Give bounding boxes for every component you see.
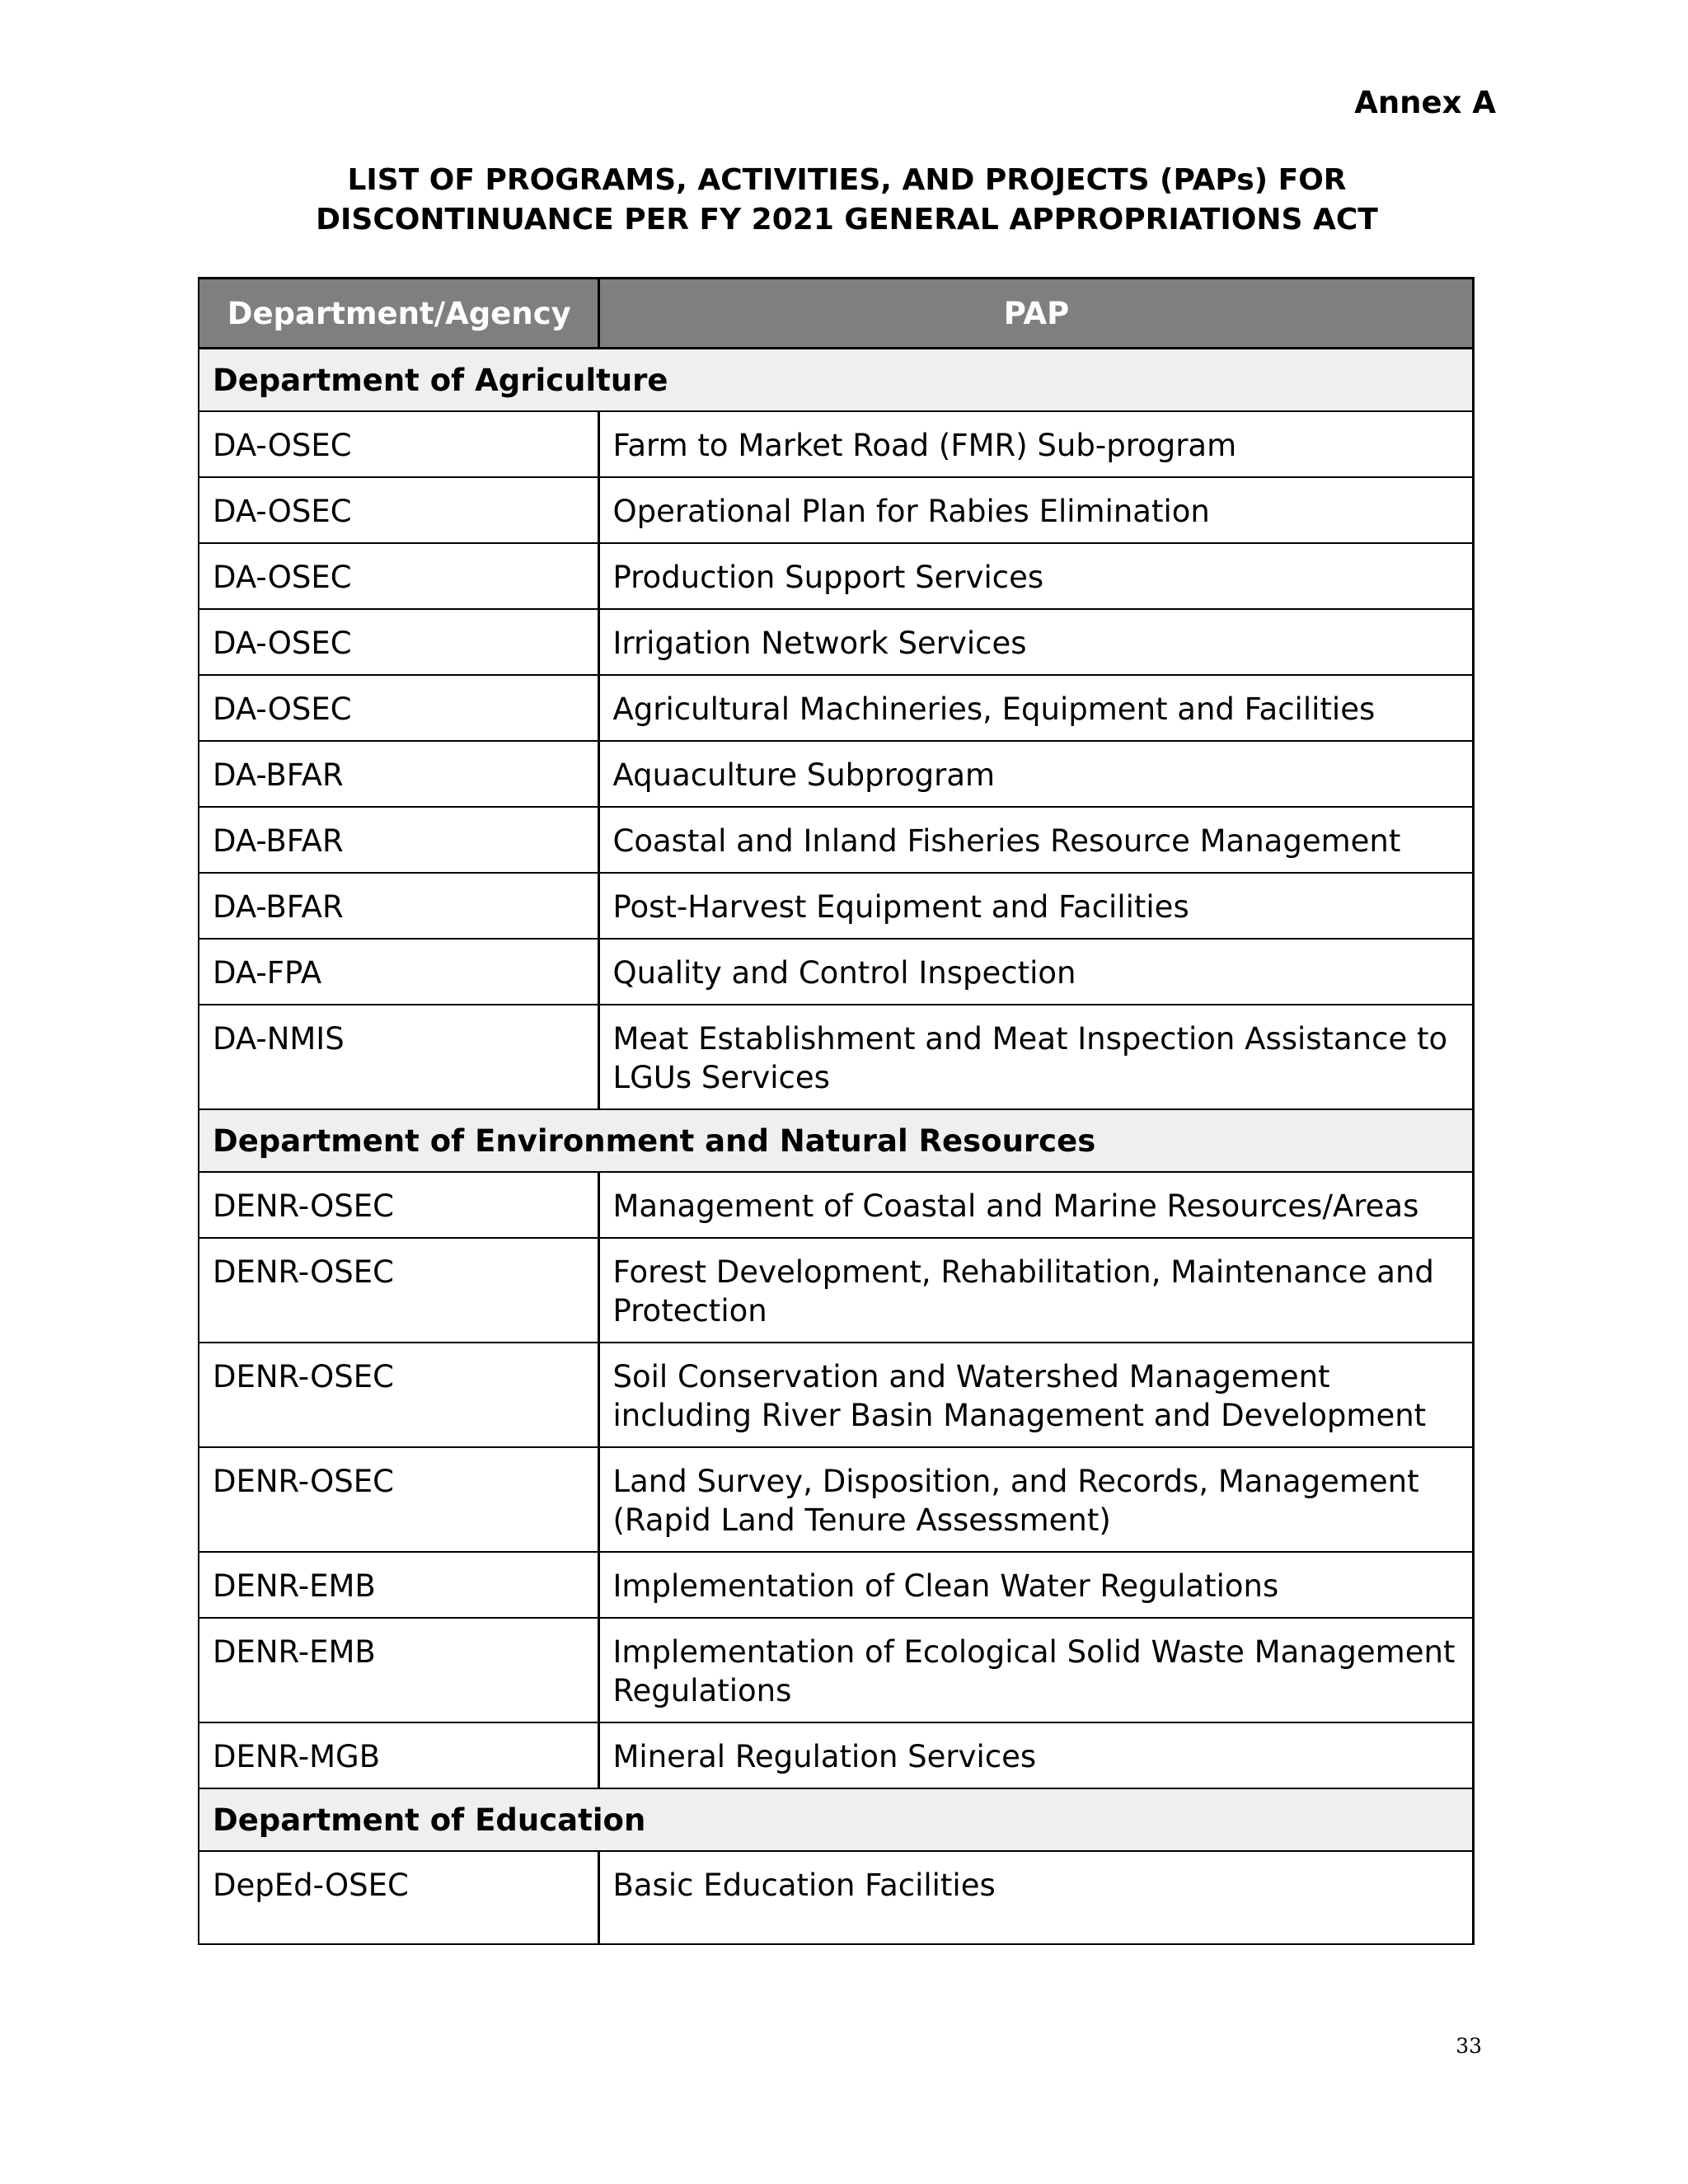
agency-cell: DA-OSEC bbox=[199, 675, 598, 741]
document-title bbox=[198, 161, 1496, 240]
agency-cell: DA-NMIS bbox=[199, 1005, 598, 1109]
agency-cell: DA-BFAR bbox=[199, 807, 598, 873]
pap-cell: Coastal and Inland Fisheries Resource Management bbox=[598, 807, 1473, 873]
table-row bbox=[199, 1172, 1473, 1238]
pap-cell: Implementation of Ecological Solid Waste Management Regulations bbox=[598, 1618, 1473, 1722]
agency-cell: DA-BFAR bbox=[199, 873, 598, 939]
table-row bbox=[199, 873, 1473, 939]
agency-cell: DENR-OSEC bbox=[199, 1172, 598, 1238]
table-row bbox=[199, 1552, 1473, 1618]
pap-cell: Agricultural Machineries, Equipment and Facilities bbox=[598, 675, 1473, 741]
paps-table bbox=[198, 277, 1475, 1945]
agency-cell: DA-FPA bbox=[199, 939, 598, 1005]
table-row bbox=[199, 807, 1473, 873]
agency-cell: DENR-OSEC bbox=[199, 1343, 598, 1447]
pap-cell: Production Support Services bbox=[598, 543, 1473, 609]
pap-cell: Implementation of Clean Water Regulations bbox=[598, 1552, 1473, 1618]
table-row bbox=[199, 411, 1473, 477]
table-header-row bbox=[199, 279, 1473, 349]
table-row bbox=[199, 1851, 1473, 1944]
agency-cell: DENR-OSEC bbox=[199, 1238, 598, 1343]
pap-cell: Basic Education Facilities bbox=[598, 1851, 1473, 1944]
pap-cell: Land Survey, Disposition, and Records, Management (Rapid Land Tenure Assessment) bbox=[598, 1447, 1473, 1552]
table-row bbox=[199, 1618, 1473, 1722]
pap-cell: Quality and Control Inspection bbox=[598, 939, 1473, 1005]
table-row bbox=[199, 741, 1473, 807]
section-row-education bbox=[199, 1788, 1473, 1851]
page-number: 33 bbox=[1456, 2034, 1482, 2058]
section-title: Department of Education bbox=[199, 1788, 1473, 1851]
table-row bbox=[199, 675, 1473, 741]
pap-cell: Forest Development, Rehabilitation, Maintenance and Protection bbox=[598, 1238, 1473, 1343]
pap-cell: Mineral Regulation Services bbox=[598, 1722, 1473, 1788]
title-line-2: DISCONTINUANCE PER FY 2021 GENERAL APPROPRIATIONS ACT bbox=[316, 203, 1378, 237]
annex-label: Annex A bbox=[1354, 85, 1496, 120]
table-row bbox=[199, 543, 1473, 609]
pap-cell: Aquaculture Subprogram bbox=[598, 741, 1473, 807]
section-row-denr bbox=[199, 1109, 1473, 1172]
table-row bbox=[199, 477, 1473, 543]
table-row bbox=[199, 939, 1473, 1005]
header-pap: PAP bbox=[598, 279, 1473, 349]
pap-cell: Post-Harvest Equipment and Facilities bbox=[598, 873, 1473, 939]
section-title: Department of Environment and Natural Resources bbox=[199, 1109, 1473, 1172]
pap-cell: Management of Coastal and Marine Resources/Areas bbox=[598, 1172, 1473, 1238]
pap-cell: Soil Conservation and Watershed Management including River Basin Management and Development bbox=[598, 1343, 1473, 1447]
agency-cell: DA-OSEC bbox=[199, 411, 598, 477]
table-row bbox=[199, 1238, 1473, 1343]
table-row bbox=[199, 1722, 1473, 1788]
table-row bbox=[199, 609, 1473, 675]
pap-cell: Irrigation Network Services bbox=[598, 609, 1473, 675]
agency-cell: DENR-EMB bbox=[199, 1552, 598, 1618]
section-title: Department of Agriculture bbox=[199, 349, 1473, 412]
agency-cell: DA-BFAR bbox=[199, 741, 598, 807]
title-line-1: LIST OF PROGRAMS, ACTIVITIES, AND PROJECTS (PAPs) FOR bbox=[347, 163, 1347, 197]
pap-cell: Farm to Market Road (FMR) Sub-program bbox=[598, 411, 1473, 477]
agency-cell: DA-OSEC bbox=[199, 609, 598, 675]
section-row-agriculture bbox=[199, 349, 1473, 412]
table-row bbox=[199, 1447, 1473, 1552]
agency-cell: DENR-EMB bbox=[199, 1618, 598, 1722]
agency-cell: DENR-MGB bbox=[199, 1722, 598, 1788]
table-row bbox=[199, 1343, 1473, 1447]
agency-cell: DepEd-OSEC bbox=[199, 1851, 598, 1944]
agency-cell: DENR-OSEC bbox=[199, 1447, 598, 1552]
pap-cell: Meat Establishment and Meat Inspection Assistance to LGUs Services bbox=[598, 1005, 1473, 1109]
agency-cell: DA-OSEC bbox=[199, 543, 598, 609]
header-department-agency: Department/Agency bbox=[199, 279, 598, 349]
table-row bbox=[199, 1005, 1473, 1109]
pap-cell: Operational Plan for Rabies Elimination bbox=[598, 477, 1473, 543]
agency-cell: DA-OSEC bbox=[199, 477, 598, 543]
